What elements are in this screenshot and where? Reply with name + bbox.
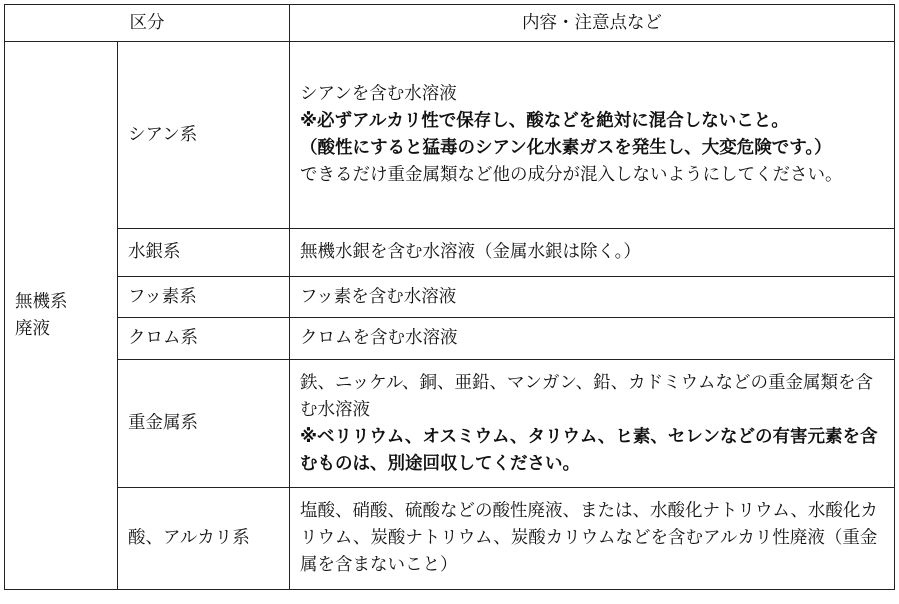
subcategory-heavy-metals: 重金属系 — [118, 360, 290, 488]
content-mercury — [290, 229, 895, 277]
category-inorganic-waste — [5, 42, 118, 590]
content-acid-alkali — [290, 488, 895, 590]
category-label-line-2: 廃液 — [15, 318, 50, 339]
content-line: できるだけ重金属類など他の成分が混入しないようにしてください。 — [300, 165, 843, 185]
content-line: シアンを含む水溶液 — [300, 84, 457, 104]
subcategory-cyanide: シアン系 — [118, 42, 290, 229]
subcategory-fluorine: フッ素系 — [118, 277, 290, 318]
content-line: フッ素を含む水溶液 — [300, 286, 457, 307]
table-row-cyanide — [5, 42, 895, 229]
warning-line: ※必ずアルカリ性で保存し、酸などを絶対に混合しないこと。 — [300, 111, 789, 131]
content-chromium — [290, 318, 895, 360]
header-category: 区分 — [5, 5, 290, 42]
table-row-heavy-metals — [5, 360, 895, 488]
content-line: 鉄、ニッケル、銅、亜鉛、マンガン、鉛、カドミウムなどの重金属類を含む水溶液 — [300, 372, 873, 420]
table-row-fluorine — [5, 277, 895, 318]
content-heavy-metals — [290, 360, 895, 488]
content-fluorine — [290, 277, 895, 318]
content-cyanide — [290, 42, 895, 229]
table-row-mercury — [5, 229, 895, 277]
subcategory-chromium: クロム系 — [118, 318, 290, 360]
table-row-chromium — [5, 318, 895, 360]
table-row-acid-alkali — [5, 488, 895, 590]
content-line: クロムを含む水溶液 — [300, 328, 458, 348]
header-content: 内容・注意点など — [290, 5, 895, 42]
warning-line: （酸性にすると猛毒のシアン化水素ガスを発生し、大変危険です。） — [300, 138, 832, 158]
subcategory-mercury: 水銀系 — [118, 229, 290, 277]
category-label-line-1: 無機系 — [15, 291, 68, 312]
subcategory-acid-alkali: 酸、アルカリ系 — [118, 488, 290, 590]
content-line: 無機水銀を含む水溶液（金属水銀は除く。） — [300, 242, 641, 262]
waste-classification-table — [4, 4, 895, 590]
content-line: 塩酸、硝酸、硫酸などの酸性廃液、または、水酸化ナトリウム、水酸化カリウム、炭酸ナトリウム、炭酸カリウムなどを含むアルカリ性廃液（重金属を含まないこと） — [300, 501, 878, 575]
warning-line: ※ベリリウム、オスミウム、タリウム、ヒ素、セレンなどの有害元素を含むものは、別途回収してください。 — [300, 426, 878, 474]
header-row — [5, 5, 895, 42]
